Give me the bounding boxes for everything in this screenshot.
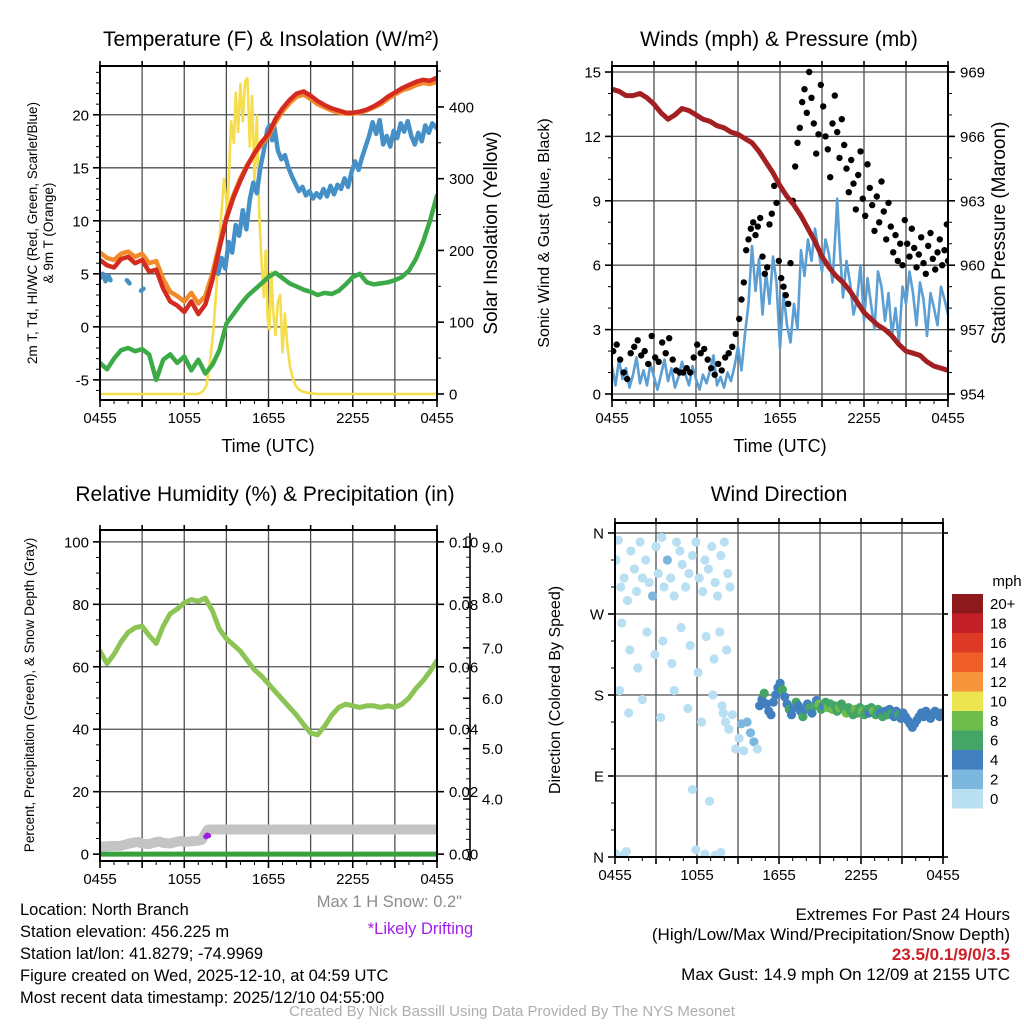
svg-text:2255: 2255 bbox=[844, 867, 878, 884]
svg-text:18: 18 bbox=[990, 615, 1007, 633]
station-latlon: Station lat/lon: 41.8279; -74.9969 bbox=[20, 945, 264, 963]
svg-text:15: 15 bbox=[72, 160, 89, 178]
svg-text:0.08: 0.08 bbox=[449, 596, 479, 614]
svg-text:0455: 0455 bbox=[926, 867, 960, 884]
svg-text:20: 20 bbox=[72, 784, 89, 802]
svg-text:0455: 0455 bbox=[931, 410, 965, 427]
svg-text:0.06: 0.06 bbox=[449, 659, 479, 677]
data-timestamp: Most recent data timestamp: 2025/12/10 04:55:00 bbox=[20, 989, 385, 1007]
svg-text:966: 966 bbox=[960, 128, 986, 146]
svg-text:0455: 0455 bbox=[83, 410, 117, 427]
svg-text:963: 963 bbox=[960, 193, 986, 211]
winds-pressure-chart bbox=[536, 61, 1010, 456]
svg-text:0.10: 0.10 bbox=[449, 534, 479, 552]
title-wind-direction-chart: Wind Direction bbox=[710, 483, 848, 506]
figure-created: Figure created on Wed, 2025-12-10, at 04:59 UTC bbox=[20, 967, 389, 985]
svg-text:0: 0 bbox=[592, 386, 601, 404]
title-temperature-chart: Temperature (F) & Insolation (W/m²) bbox=[102, 28, 440, 51]
extremes-values: 23.5/0.1/9/0/3.5 bbox=[891, 945, 1010, 964]
svg-text:12: 12 bbox=[584, 128, 601, 146]
svg-text:1055: 1055 bbox=[167, 410, 201, 427]
svg-text:N: N bbox=[593, 849, 604, 867]
title-winds-chart: Winds (mph) & Pressure (mb) bbox=[640, 28, 918, 51]
svg-text:954: 954 bbox=[960, 386, 986, 404]
station-location: Location: North Branch bbox=[20, 901, 189, 919]
windchill-line bbox=[100, 274, 111, 281]
svg-text:9: 9 bbox=[592, 193, 601, 211]
svg-text:0: 0 bbox=[990, 790, 999, 808]
svg-text:20+: 20+ bbox=[990, 595, 1016, 613]
svg-text:100: 100 bbox=[449, 314, 475, 332]
svg-text:0.02: 0.02 bbox=[449, 784, 479, 802]
svg-text:1055: 1055 bbox=[167, 871, 201, 888]
svg-text:1655: 1655 bbox=[762, 867, 796, 884]
svg-text:10: 10 bbox=[990, 693, 1007, 711]
winds-pressure-left-axis-label: Sonic Wind & Gust (Blue, Black) bbox=[536, 118, 553, 348]
winds-pressure-x-axis-title: Time (UTC) bbox=[733, 436, 827, 456]
wind-direction-chart bbox=[547, 518, 1022, 884]
colorbar-title: mph bbox=[992, 573, 1022, 590]
svg-text:5.0: 5.0 bbox=[482, 741, 503, 759]
svg-text:S: S bbox=[593, 687, 604, 705]
svg-text:0.00: 0.00 bbox=[449, 846, 479, 864]
temp-insolation-right-axis-label: Solar Insolation (Yellow) bbox=[481, 131, 502, 335]
extremes-title: Extremes For Past 24 Hours bbox=[795, 905, 1010, 924]
svg-text:4: 4 bbox=[990, 751, 999, 769]
svg-text:0: 0 bbox=[449, 386, 458, 404]
wind-direction-left-axis-label: Direction (Colored By Speed) bbox=[547, 585, 564, 795]
title-humidity-chart: Relative Humidity (%) & Precipitation (in) bbox=[75, 483, 455, 506]
svg-text:7.0: 7.0 bbox=[482, 640, 503, 658]
station-info-block bbox=[20, 899, 388, 1009]
svg-text:1055: 1055 bbox=[679, 410, 713, 427]
svg-text:60: 60 bbox=[72, 659, 89, 677]
svg-text:N: N bbox=[593, 525, 604, 543]
svg-text:1655: 1655 bbox=[763, 410, 797, 427]
svg-text:15: 15 bbox=[584, 64, 601, 82]
svg-text:9.0: 9.0 bbox=[482, 539, 503, 557]
svg-text:0455: 0455 bbox=[420, 410, 454, 427]
svg-text:200: 200 bbox=[449, 242, 475, 260]
svg-text:0455: 0455 bbox=[598, 867, 632, 884]
speed-colorbar-legend bbox=[952, 573, 1022, 809]
svg-text:0455: 0455 bbox=[595, 410, 629, 427]
svg-text:12: 12 bbox=[990, 673, 1007, 691]
svg-text:10: 10 bbox=[72, 213, 89, 231]
svg-text:8.0: 8.0 bbox=[482, 589, 503, 607]
svg-text:5: 5 bbox=[80, 266, 89, 284]
svg-text:E: E bbox=[593, 768, 604, 786]
svg-text:957: 957 bbox=[960, 322, 986, 340]
svg-text:0455: 0455 bbox=[83, 871, 117, 888]
temp-insolation-chart bbox=[25, 61, 502, 456]
svg-text:0.04: 0.04 bbox=[449, 721, 479, 739]
svg-text:969: 969 bbox=[960, 64, 986, 82]
svg-text:16: 16 bbox=[990, 634, 1007, 652]
svg-text:4.0: 4.0 bbox=[482, 791, 503, 809]
max-gust-text: Max Gust: 14.9 mph On 12/09 at 2155 UTC bbox=[681, 965, 1010, 984]
humidity-precip-chart bbox=[22, 525, 503, 888]
svg-text:0: 0 bbox=[80, 846, 89, 864]
temp-insolation-left-axis-label: & 9m T (Orange) bbox=[41, 182, 56, 284]
svg-text:8: 8 bbox=[990, 712, 999, 730]
svg-text:300: 300 bbox=[449, 171, 475, 189]
svg-text:1655: 1655 bbox=[251, 871, 286, 888]
svg-text:100: 100 bbox=[63, 534, 89, 552]
svg-text:14: 14 bbox=[990, 654, 1007, 672]
extremes-block bbox=[652, 905, 1010, 985]
svg-text:400: 400 bbox=[449, 99, 475, 117]
svg-text:1055: 1055 bbox=[680, 867, 714, 884]
svg-text:2255: 2255 bbox=[847, 410, 881, 427]
svg-text:6: 6 bbox=[990, 732, 999, 750]
svg-text:40: 40 bbox=[72, 721, 89, 739]
svg-text:20: 20 bbox=[72, 107, 89, 125]
windchill-line bbox=[127, 280, 130, 283]
station-elevation: Station elevation: 456.225 m bbox=[20, 923, 230, 941]
windchill-line bbox=[141, 289, 144, 291]
credit-footer: Created By Nick Bassill Using Data Provided By The NYS Mesonet bbox=[289, 1003, 735, 1020]
svg-text:0: 0 bbox=[80, 319, 89, 337]
max-snow-annotation: Max 1 H Snow: 0.2" bbox=[316, 893, 462, 911]
svg-text:2: 2 bbox=[990, 771, 999, 789]
svg-text:1655: 1655 bbox=[251, 410, 286, 427]
svg-text:3: 3 bbox=[592, 322, 601, 340]
svg-text:960: 960 bbox=[960, 257, 986, 275]
temp-insolation-left-axis-label: 2m T, Td, HI/WC (Red, Green, Scarlet/Blue) bbox=[25, 101, 40, 365]
winds-pressure-right-axis-label: Station Pressure (Maroon) bbox=[989, 121, 1010, 345]
humidity-precip-left-axis-label: Percent, Precipitation (Green), & Snow Depth (Gray) bbox=[22, 537, 37, 853]
likely-drifting-annotation: *Likely Drifting bbox=[367, 920, 474, 938]
svg-text:6.0: 6.0 bbox=[482, 690, 503, 708]
svg-text:6: 6 bbox=[592, 257, 601, 275]
svg-text:-5: -5 bbox=[75, 372, 89, 390]
svg-text:2255: 2255 bbox=[336, 871, 370, 888]
svg-text:0455: 0455 bbox=[420, 871, 454, 888]
temp-insolation-x-axis-title: Time (UTC) bbox=[221, 436, 315, 456]
svg-text:W: W bbox=[589, 606, 604, 624]
svg-text:80: 80 bbox=[72, 596, 89, 614]
svg-text:2255: 2255 bbox=[336, 410, 370, 427]
extremes-subtitle: (High/Low/Max Wind/Precipitation/Snow Depth) bbox=[651, 925, 1010, 944]
